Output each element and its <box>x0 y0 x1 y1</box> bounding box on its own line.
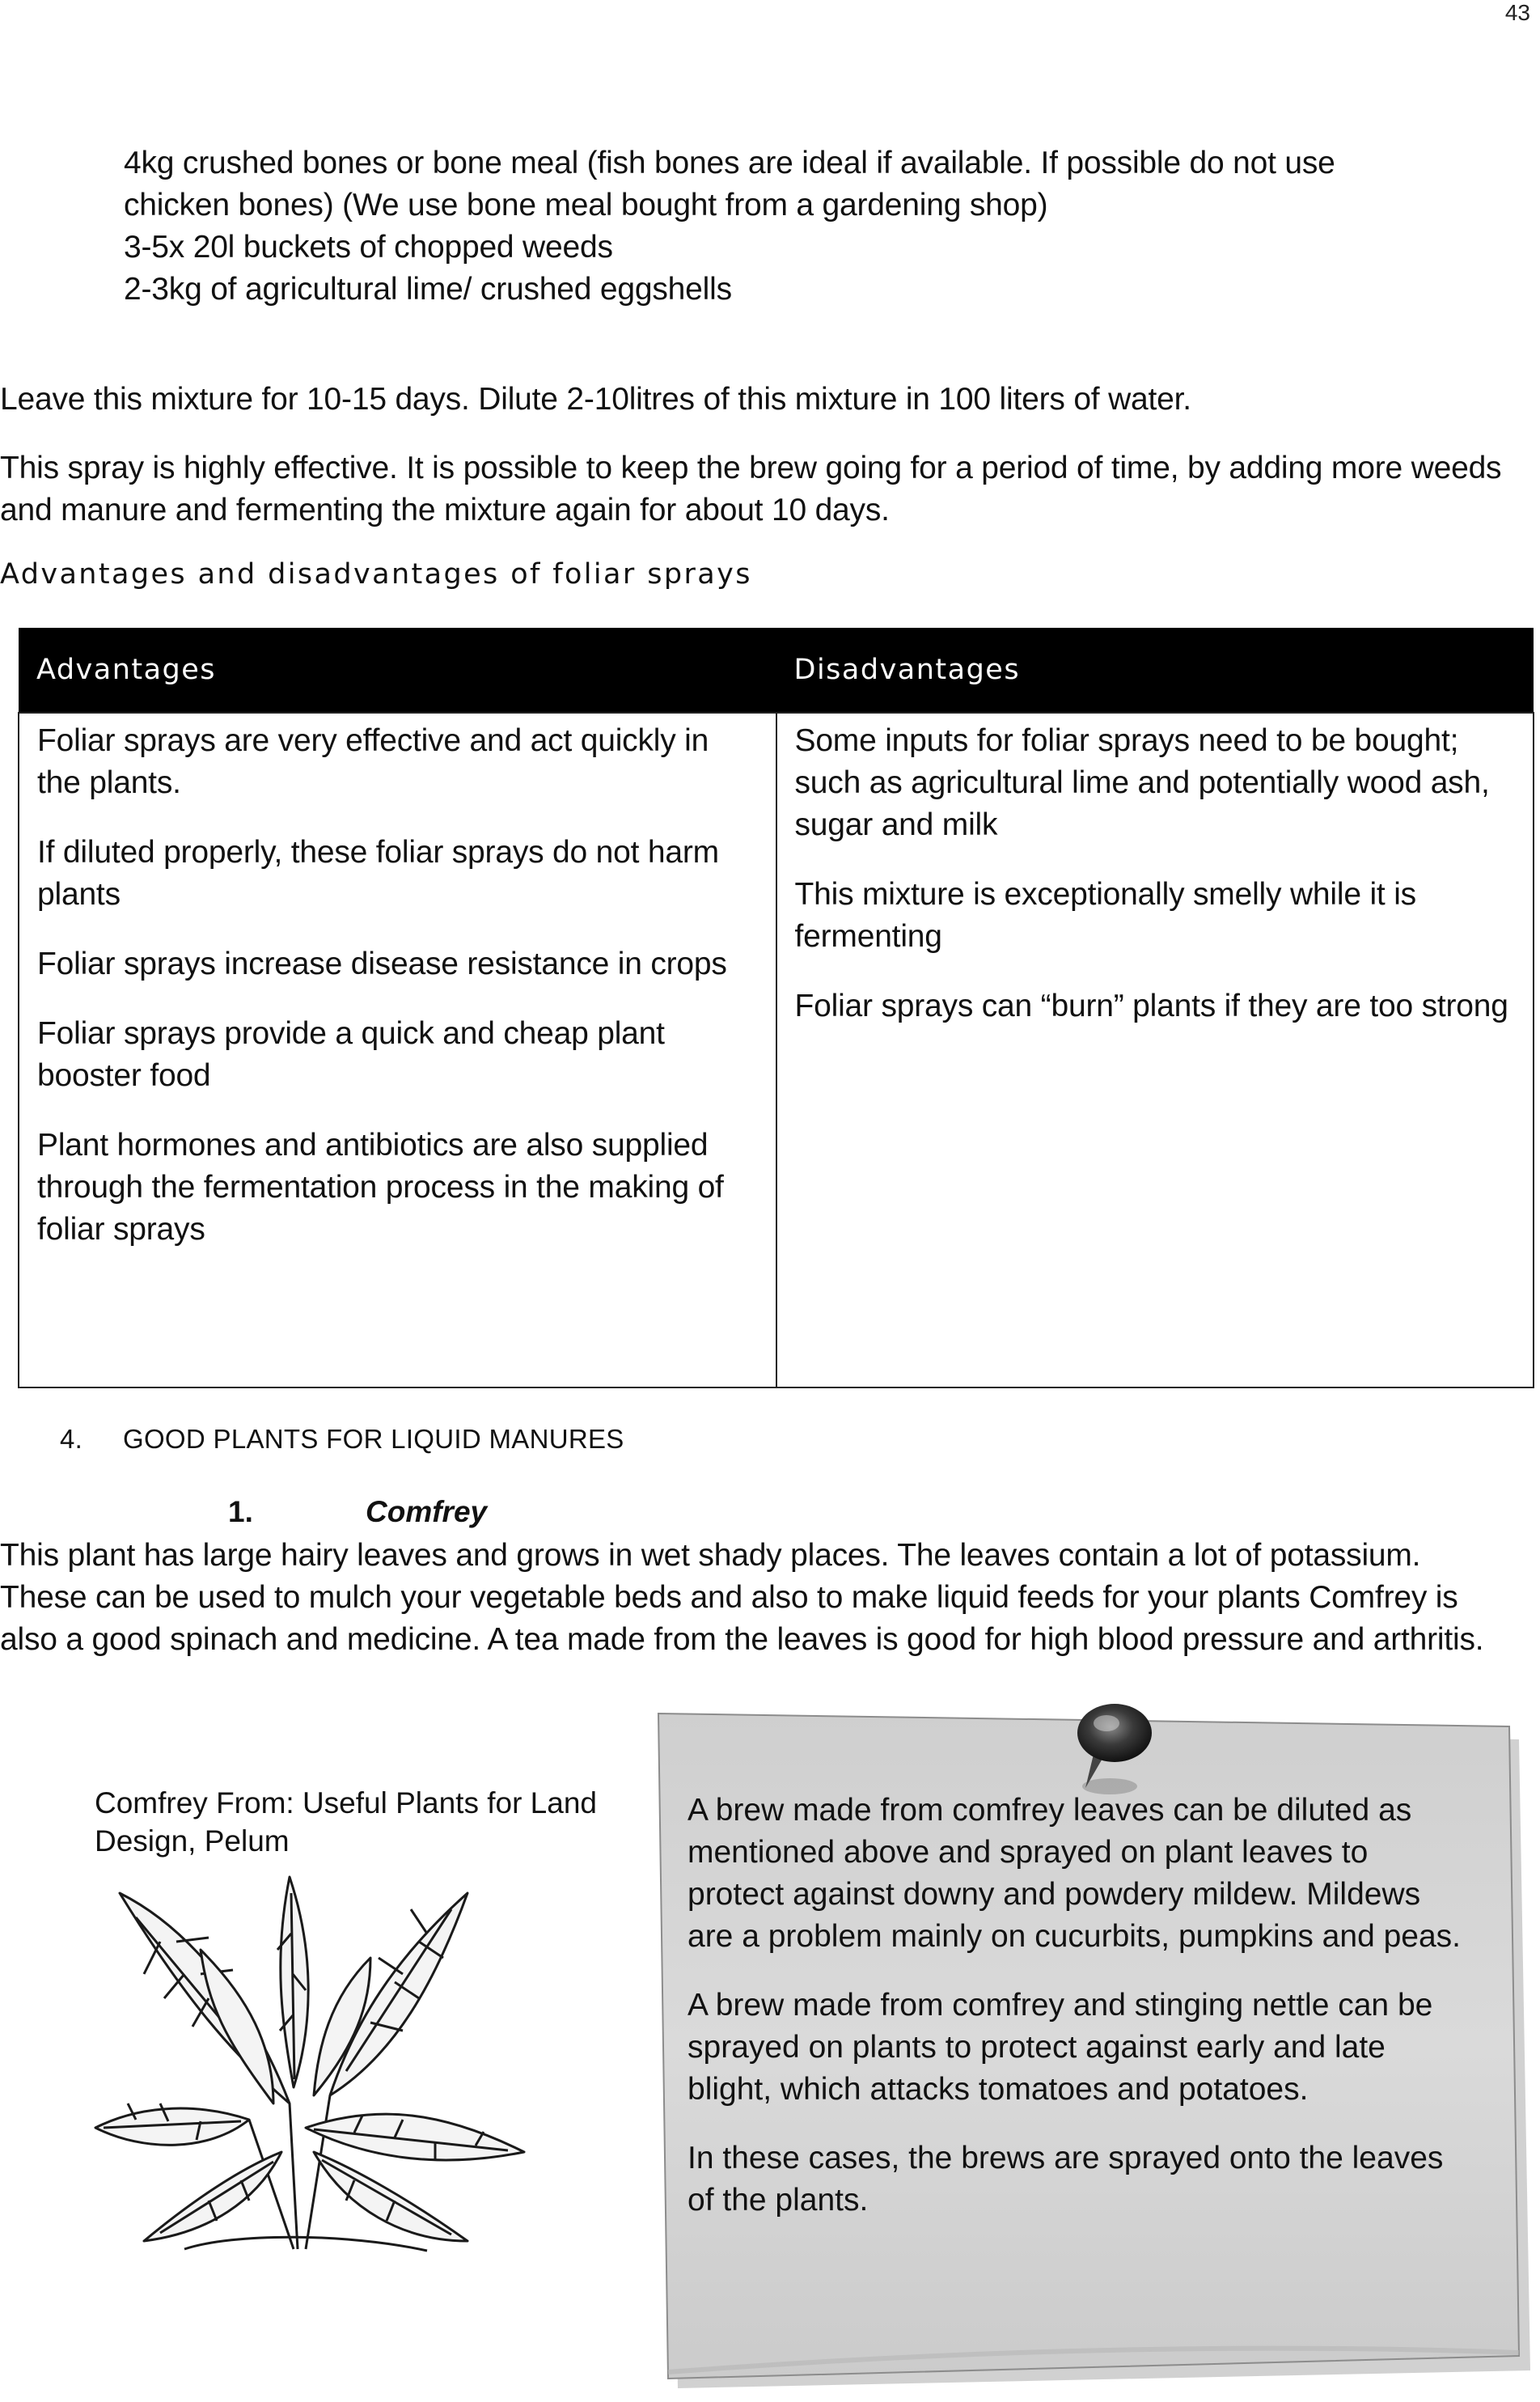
note-paragraph: A brew made from comfrey leaves can be diluted as mentioned above and sprayed on plant leaves to protect against downy and powdery mildew. Mildews are a problem mainly on cucurbits, pumpkins and peas. <box>688 1793 1461 1954</box>
ingredient-line: 3-5x 20l buckets of chopped weeds <box>124 230 613 265</box>
good-plants-heading <box>60 1424 624 1455</box>
advantage-item: Foliar sprays increase disease resistance in crops <box>37 947 727 981</box>
pushpin-icon <box>1035 1691 1181 1804</box>
disadvantage-item: Some inputs for foliar sprays need to be bought; such as agricultural lime and potentially wood ash, sugar and milk <box>794 723 1490 842</box>
disadvantages-cell <box>776 713 1534 1387</box>
ingredients-list <box>124 142 1335 311</box>
advantages-cell <box>19 713 776 1387</box>
advantage-item: Foliar sprays provide a quick and cheap plant booster food <box>37 1016 665 1093</box>
comfrey-plant-illustration <box>87 1861 556 2265</box>
subheading-text: Comfrey <box>366 1495 488 1528</box>
ingredient-line: 2-3kg of agricultural lime/ crushed eggshells <box>124 272 732 307</box>
paragraph-leave-mixture: Leave this mixture for 10-15 days. Dilute 2-10litres of this mixture in 100 liters of water. <box>0 382 1191 417</box>
comfrey-heading <box>228 1495 487 1529</box>
note-paragraph: In these cases, the brews are sprayed onto the leaves of the plants. <box>688 2141 1444 2218</box>
page-number: 43 <box>1504 0 1530 25</box>
comfrey-paragraph: This plant has large hairy leaves and grows in wet shady places. The leaves contain a lot of potassium. These can be used to mulch your vegetable beds and also to make liquid feeds for your plants Comfrey is also a good spinach and medicine. A tea made from the leaves is good for high blood pressure and arthritis. <box>0 1538 1484 1657</box>
disadvantages-header: Disadvantages <box>776 628 1534 713</box>
advantages-table <box>18 628 1534 1388</box>
advantage-item: Foliar sprays are very effective and act quickly in the plants. <box>37 723 709 800</box>
figure-caption: Comfrey From: Useful Plants for Land Design, Pelum <box>95 1786 597 1858</box>
disadvantage-item: Foliar sprays can “burn” plants if they are too strong <box>794 989 1508 1023</box>
subheading-number: 1. <box>228 1495 253 1528</box>
advantage-item: If diluted properly, these foliar sprays do not harm plants <box>37 835 719 912</box>
advantage-item: Plant hormones and antibiotics are also supplied through the fermentation process in the making of foliar sprays <box>37 1128 724 1247</box>
heading-number: 4. <box>60 1424 83 1454</box>
paragraph-spray-effective: This spray is highly effective. It is possible to keep the brew going for a period of time, by adding more weeds and manure and fermenting the mixture again for about 10 days. <box>0 451 1502 527</box>
sticky-note-text <box>688 1790 1464 2248</box>
ingredient-line: chicken bones) (We use bone meal bought from a gardening shop) <box>124 188 1048 222</box>
advantages-header: Advantages <box>19 628 776 713</box>
heading-text: GOOD PLANTS FOR LIQUID MANURES <box>123 1424 624 1454</box>
disadvantage-item: This mixture is exceptionally smelly while it is fermenting <box>794 877 1416 954</box>
section-heading: Advantages and disadvantages of foliar sprays <box>0 558 752 591</box>
note-paragraph: A brew made from comfrey and stinging nettle can be sprayed on plants to protect against early and late blight, which attacks tomatoes and potatoes. <box>688 1988 1433 2107</box>
ingredient-line: 4kg crushed bones or bone meal (fish bones are ideal if available. If possible do not use <box>124 146 1335 180</box>
